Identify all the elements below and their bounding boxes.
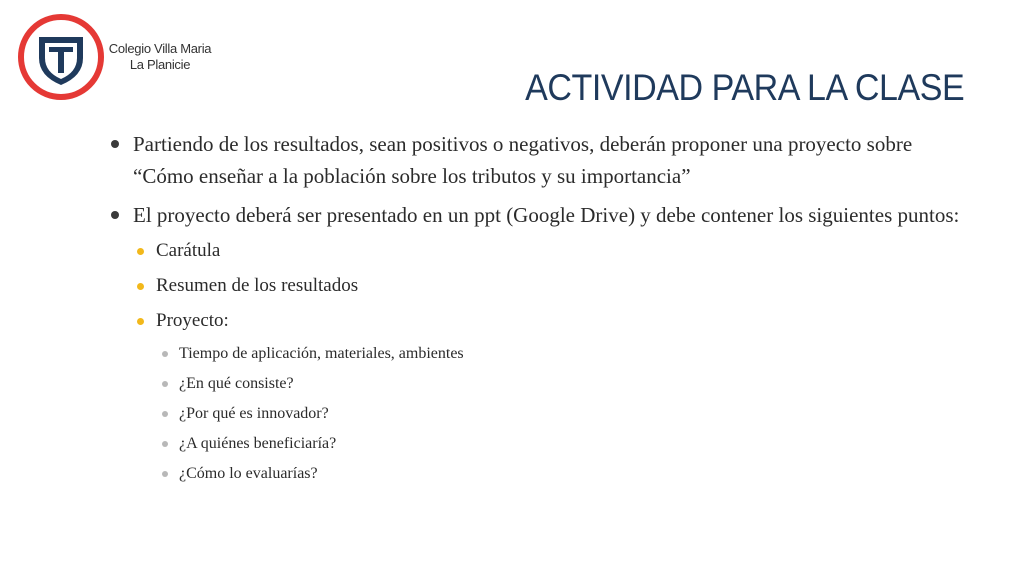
sub-sub-bullet-item: ¿Por qué es innovador? (110, 403, 970, 425)
slide-content (110, 128, 970, 493)
sub-sub-bullet-item: ¿Cómo lo evaluarías? (110, 463, 970, 485)
sub-sub-bullet-item: ¿En qué consiste? (110, 373, 970, 395)
sub-bullet-item: Resumen de los resultados (110, 273, 970, 299)
sub-bullet-item: Proyecto: (110, 308, 970, 334)
school-name-line2: La Planicie (129, 57, 191, 72)
school-name (100, 41, 220, 73)
school-logo (16, 12, 106, 102)
school-name-line1: Colegio Villa Maria (108, 41, 212, 56)
bullet-item: El proyecto deberá ser presentado en un ppt (Google Drive) y debe contener los siguientes puntos: (110, 199, 970, 231)
sub-bullet-item: Carátula (110, 238, 970, 264)
sub-sub-bullet-item: ¿A quiénes beneficiaría? (110, 433, 970, 455)
sub-sub-bullet-item: Tiempo de aplicación, materiales, ambientes (110, 343, 970, 365)
slide-title: ACTIVIDAD PARA LA CLASE (524, 67, 964, 108)
bullet-item: Partiendo de los resultados, sean positivos o negativos, deberán proponer una proyecto sobre “Cómo enseñar a la población sobre los tributos y su importancia” (110, 128, 970, 192)
